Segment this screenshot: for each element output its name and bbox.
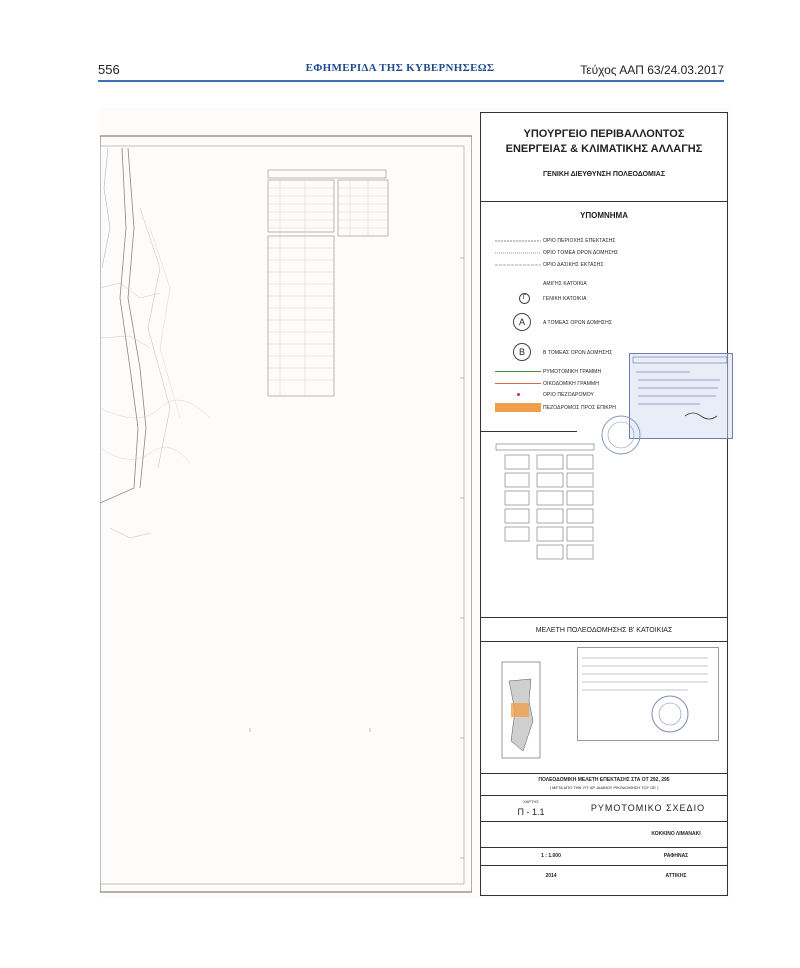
divider — [481, 431, 577, 432]
legend-item: ΠΕΖΟΔΡΟΜΟΣ ΠΡΟΣ ΕΠΙΚΡΗ — [543, 405, 617, 411]
signatures-table — [495, 443, 595, 565]
study-description: ΠΟΛΕΟΔΟΜΙΚΗ ΜΕΛΕΤΗ ΕΠΕΚΤΑΣΗΣ ΣΤΑ ΟΤ 292, 295 — [538, 777, 670, 783]
round-seal — [599, 413, 643, 457]
legend-item: ΟΡΙΟ ΠΕΖΟΔΡΟΜΟΥ — [543, 392, 594, 398]
title-block — [480, 112, 728, 896]
divider — [481, 641, 727, 642]
header-rule — [98, 80, 724, 82]
map-number: Π - 1.1 — [517, 807, 545, 817]
study-title: ΜΕΛΕΤΗ ΠΟΛΕΟΔΟΜΗΣΗΣ Β' ΚΑΤΟΙΚΙΑΣ — [535, 627, 673, 634]
directorate: ΓΕΝΙΚΗ ΔΙΕΥΘΥΝΣΗ ΠΟΛΕΟΔΟΜΙΑΣ — [542, 171, 666, 178]
prefecture: ΑΤΤΙΚΗΣ — [665, 873, 687, 879]
year: 2014 — [545, 873, 557, 879]
approval-stamp — [629, 353, 733, 439]
legend-title: ΥΠΟΜΝΗΜΑ — [580, 211, 628, 220]
area-name: ΚΟΚΚΙΝΟ ΛΙΜΑΝΑΚΙ — [651, 831, 701, 837]
legend-item: ΟΙΚΟΔΟΜΙΚΗ ΓΡΑΜΜΗ — [543, 381, 599, 387]
gazette-title: ΕΦΗΜΕΡΙΔΑ ΤΗΣ ΚΥΒΕΡΝΗΣΕΩΣ — [305, 62, 495, 74]
divider — [481, 773, 727, 774]
approval-notes — [577, 647, 719, 741]
legend-item: ΡΥΜΟΤΟΜΙΚΗ ΓΡΑΜΜΗ — [543, 369, 602, 375]
legend-item: ΟΡΙΟ ΤΟΜΕΑ ΟΡΩΝ ΔΟΜΗΣΗΣ — [543, 250, 619, 256]
legend-item: ΟΡΙΟ ΠΕΡΙΟΧΗΣ ΕΠΕΚΤΑΣΗΣ — [543, 238, 616, 244]
study-description-sub: ( ΜΕΤΑ ΑΠΟ ΤΗΝ ΥΠ' ΑΡ. ΔΙΑΒΙΟΥ ΡΙΚΟΔΟΜΗΣΗ ΤΟΥ ΟΕ ) — [549, 785, 659, 790]
street-line-symbol — [495, 371, 541, 372]
legend-item: Β ΤΟΜΕΑΣ ΟΡΩΝ ΔΟΜΗΣΗΣ — [543, 350, 613, 356]
sector-b-symbol: B — [513, 343, 531, 361]
issue-reference: Τεύχος ΑΑΠ 63/24.03.2017 — [580, 63, 724, 77]
legend-item: ΟΡΙΟ ΔΑΣΙΚΗΣ ΕΚΤΑΣΗΣ — [543, 262, 604, 268]
general-residence-symbol: Γ — [519, 293, 530, 304]
stamp-handwriting — [630, 354, 730, 436]
sidewalk-symbol — [517, 393, 520, 396]
divider — [481, 847, 727, 848]
divider — [481, 821, 727, 822]
sector-a-symbol: A — [513, 313, 531, 331]
key-map — [501, 661, 541, 761]
page-number: 556 — [98, 62, 120, 77]
building-line-symbol — [495, 383, 541, 384]
plan-type: ΡΥΜΟΤΟΜΙΚΟ ΣΧΕΔΙΟ — [590, 803, 706, 813]
pedestrian-street-symbol — [495, 403, 541, 412]
municipality: ΡΑΦΗΝΑΣ — [663, 853, 689, 859]
divider — [481, 617, 727, 618]
legend-item: ΑΜΙΓΗΣ ΚΑΤΟΙΚΙΑ — [543, 281, 587, 287]
ministry-name — [481, 127, 727, 157]
divider — [481, 201, 727, 202]
divider — [481, 795, 727, 796]
notes-handwriting — [578, 648, 716, 738]
ministry-line-2: ΕΝΕΡΓΕΙΑΣ & ΚΛΙΜΑΤΙΚΗΣ ΑΛΛΑΓΗΣ — [505, 143, 703, 155]
scale: 1 : 1.000 — [541, 853, 561, 859]
legend-item: Α ΤΟΜΕΑΣ ΟΡΩΝ ΔΟΜΗΣΗΣ — [543, 320, 613, 326]
legend-item: ΓΕΝΙΚΗ ΚΑΤΟΙΚΙΑ — [543, 296, 587, 302]
map-label: ΧΑΡΤΗΣ — [523, 799, 539, 804]
ministry-line-1: ΥΠΟΥΡΓΕΙΟ ΠΕΡΙΒΑΛΛΟΝΤΟΣ — [523, 128, 685, 140]
divider — [481, 865, 727, 866]
map-drawing — [100, 108, 472, 898]
